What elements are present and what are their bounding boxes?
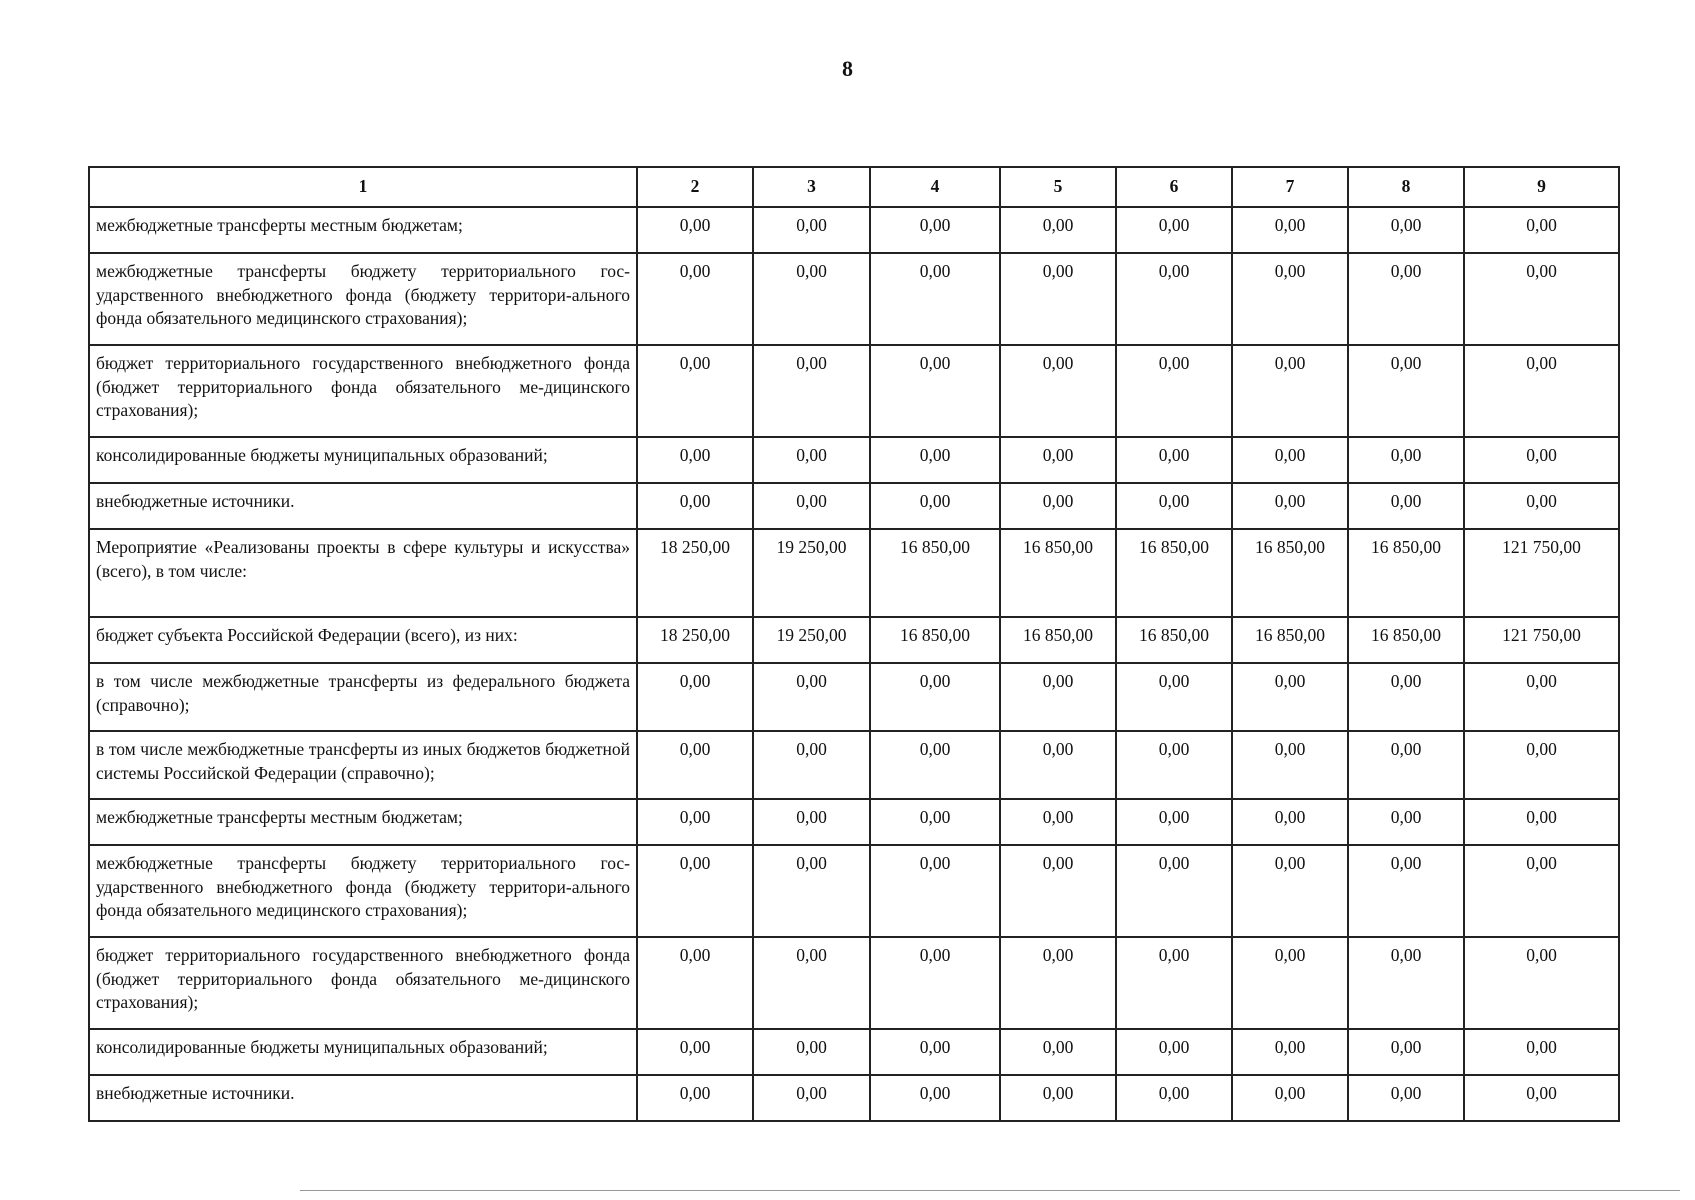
value-cell: 0,00 [1116,937,1232,1029]
table-row [89,845,1619,937]
value-cell: 0,00 [753,1075,870,1121]
value-cell: 16 850,00 [1000,529,1116,617]
value-cell: 0,00 [1348,731,1464,799]
row-label: в том числе межбюджетные трансферты из иных бюджетов бюджетной системы Российской Федерации (справочно); [89,731,637,799]
value-cell: 16 850,00 [870,529,1000,617]
row-label: в том числе межбюджетные трансферты из федерального бюджета (справочно); [89,663,637,731]
row-label: бюджет территориального государственного внебюджетного фонда (бюджет территориального фонда обязательного ме-дицинского страхования); [89,345,637,437]
table-row [89,529,1619,617]
scan-artifact-line [300,1190,1680,1191]
value-cell: 0,00 [1348,345,1464,437]
value-cell: 0,00 [870,845,1000,937]
table-row [89,253,1619,345]
value-cell: 0,00 [1000,483,1116,529]
value-cell: 0,00 [1232,663,1348,731]
value-cell: 16 850,00 [1232,529,1348,617]
value-cell: 0,00 [1348,663,1464,731]
value-cell: 0,00 [753,207,870,253]
value-cell: 16 850,00 [1348,617,1464,663]
row-label: межбюджетные трансферты бюджету территориального гос-ударственного внебюджетного фонда (бюджету территори-ального фонда обязательного медицинского страхования); [89,253,637,345]
table-header-row [89,167,1619,207]
value-cell: 0,00 [753,1029,870,1075]
value-cell: 0,00 [1232,1029,1348,1075]
table-row [89,437,1619,483]
value-cell: 0,00 [1232,253,1348,345]
row-label: внебюджетные источники. [89,1075,637,1121]
table-row [89,1075,1619,1121]
value-cell: 0,00 [1464,937,1619,1029]
value-cell: 16 850,00 [1116,617,1232,663]
value-cell: 0,00 [1464,345,1619,437]
value-cell: 18 250,00 [637,617,753,663]
value-cell: 0,00 [870,731,1000,799]
value-cell: 0,00 [1348,483,1464,529]
value-cell: 0,00 [753,663,870,731]
value-cell: 0,00 [1116,799,1232,845]
column-header: 2 [637,167,753,207]
value-cell: 0,00 [753,937,870,1029]
value-cell: 0,00 [1116,1029,1232,1075]
column-header: 3 [753,167,870,207]
value-cell: 0,00 [1464,437,1619,483]
row-label: Мероприятие «Реализованы проекты в сфере культуры и искусства» (всего), в том числе: [89,529,637,617]
column-header: 1 [89,167,637,207]
value-cell: 0,00 [1116,731,1232,799]
value-cell: 0,00 [637,937,753,1029]
value-cell: 0,00 [637,253,753,345]
column-header: 8 [1348,167,1464,207]
value-cell: 0,00 [637,345,753,437]
value-cell: 0,00 [637,1075,753,1121]
row-label: межбюджетные трансферты бюджету территориального гос-ударственного внебюджетного фонда (бюджету территори-ального фонда обязательного медицинского страхования); [89,845,637,937]
page-number: 8 [842,56,853,81]
value-cell: 19 250,00 [753,617,870,663]
table-row [89,1029,1619,1075]
value-cell: 0,00 [1000,663,1116,731]
value-cell: 0,00 [1116,663,1232,731]
value-cell: 121 750,00 [1464,529,1619,617]
row-label: консолидированные бюджеты муниципальных образований; [89,1029,637,1075]
value-cell: 0,00 [1464,1075,1619,1121]
value-cell: 0,00 [1232,437,1348,483]
value-cell: 0,00 [753,253,870,345]
table-row [89,345,1619,437]
value-cell: 0,00 [753,845,870,937]
value-cell: 0,00 [1348,207,1464,253]
value-cell: 0,00 [1464,253,1619,345]
value-cell: 0,00 [1232,345,1348,437]
value-cell: 0,00 [1464,799,1619,845]
value-cell: 0,00 [1348,1075,1464,1121]
value-cell: 0,00 [870,437,1000,483]
budget-table [88,166,1620,1122]
value-cell: 0,00 [1232,731,1348,799]
row-label: бюджет субъекта Российской Федерации (всего), из них: [89,617,637,663]
row-label: межбюджетные трансферты местным бюджетам; [89,799,637,845]
value-cell: 0,00 [1348,937,1464,1029]
row-label: внебюджетные источники. [89,483,637,529]
value-cell: 0,00 [1000,799,1116,845]
value-cell: 0,00 [1348,253,1464,345]
value-cell: 0,00 [870,1029,1000,1075]
value-cell: 0,00 [870,663,1000,731]
value-cell: 16 850,00 [1232,617,1348,663]
value-cell: 0,00 [1348,799,1464,845]
value-cell: 0,00 [753,483,870,529]
row-label: консолидированные бюджеты муниципальных образований; [89,437,637,483]
value-cell: 0,00 [753,799,870,845]
table-row [89,207,1619,253]
table-row [89,617,1619,663]
value-cell: 0,00 [637,799,753,845]
table-row [89,731,1619,799]
value-cell: 0,00 [1000,345,1116,437]
value-cell: 0,00 [637,845,753,937]
value-cell: 0,00 [870,937,1000,1029]
value-cell: 0,00 [1348,437,1464,483]
value-cell: 0,00 [1000,731,1116,799]
value-cell: 0,00 [1348,845,1464,937]
value-cell: 0,00 [1232,207,1348,253]
value-cell: 0,00 [870,483,1000,529]
value-cell: 0,00 [1000,937,1116,1029]
value-cell: 19 250,00 [753,529,870,617]
value-cell: 0,00 [1464,663,1619,731]
value-cell: 16 850,00 [870,617,1000,663]
column-header: 5 [1000,167,1116,207]
column-header: 6 [1116,167,1232,207]
table-row [89,483,1619,529]
value-cell: 0,00 [1232,845,1348,937]
value-cell: 0,00 [1464,483,1619,529]
column-header: 4 [870,167,1000,207]
row-label: бюджет территориального государственного внебюджетного фонда (бюджет территориального фонда обязательного ме-дицинского страхования); [89,937,637,1029]
value-cell: 16 850,00 [1116,529,1232,617]
value-cell: 0,00 [753,345,870,437]
value-cell: 0,00 [753,731,870,799]
value-cell: 0,00 [1000,1029,1116,1075]
value-cell: 0,00 [1000,253,1116,345]
value-cell: 0,00 [1348,1029,1464,1075]
value-cell: 0,00 [870,345,1000,437]
value-cell: 0,00 [1232,937,1348,1029]
column-header: 7 [1232,167,1348,207]
value-cell: 0,00 [1116,1075,1232,1121]
value-cell: 0,00 [870,253,1000,345]
value-cell: 121 750,00 [1464,617,1619,663]
value-cell: 0,00 [1232,483,1348,529]
value-cell: 0,00 [1116,437,1232,483]
value-cell: 0,00 [1000,437,1116,483]
value-cell: 0,00 [637,483,753,529]
table-body [89,207,1619,1121]
value-cell: 0,00 [1464,207,1619,253]
value-cell: 0,00 [637,207,753,253]
value-cell: 0,00 [1116,345,1232,437]
table-row [89,663,1619,731]
value-cell: 0,00 [1116,207,1232,253]
table-row [89,937,1619,1029]
value-cell: 0,00 [870,799,1000,845]
value-cell: 0,00 [1116,253,1232,345]
value-cell: 16 850,00 [1000,617,1116,663]
value-cell: 0,00 [637,1029,753,1075]
value-cell: 0,00 [637,663,753,731]
value-cell: 0,00 [1116,845,1232,937]
value-cell: 0,00 [1464,845,1619,937]
value-cell: 0,00 [1116,483,1232,529]
value-cell: 0,00 [870,207,1000,253]
value-cell: 0,00 [1232,1075,1348,1121]
row-label: межбюджетные трансферты местным бюджетам; [89,207,637,253]
column-header: 9 [1464,167,1619,207]
value-cell: 0,00 [1464,1029,1619,1075]
value-cell: 0,00 [1232,799,1348,845]
table-row [89,799,1619,845]
value-cell: 0,00 [1000,845,1116,937]
value-cell: 0,00 [753,437,870,483]
value-cell: 0,00 [1000,207,1116,253]
value-cell: 18 250,00 [637,529,753,617]
value-cell: 0,00 [637,437,753,483]
value-cell: 0,00 [1000,1075,1116,1121]
value-cell: 16 850,00 [1348,529,1464,617]
value-cell: 0,00 [637,731,753,799]
value-cell: 0,00 [1464,731,1619,799]
value-cell: 0,00 [870,1075,1000,1121]
